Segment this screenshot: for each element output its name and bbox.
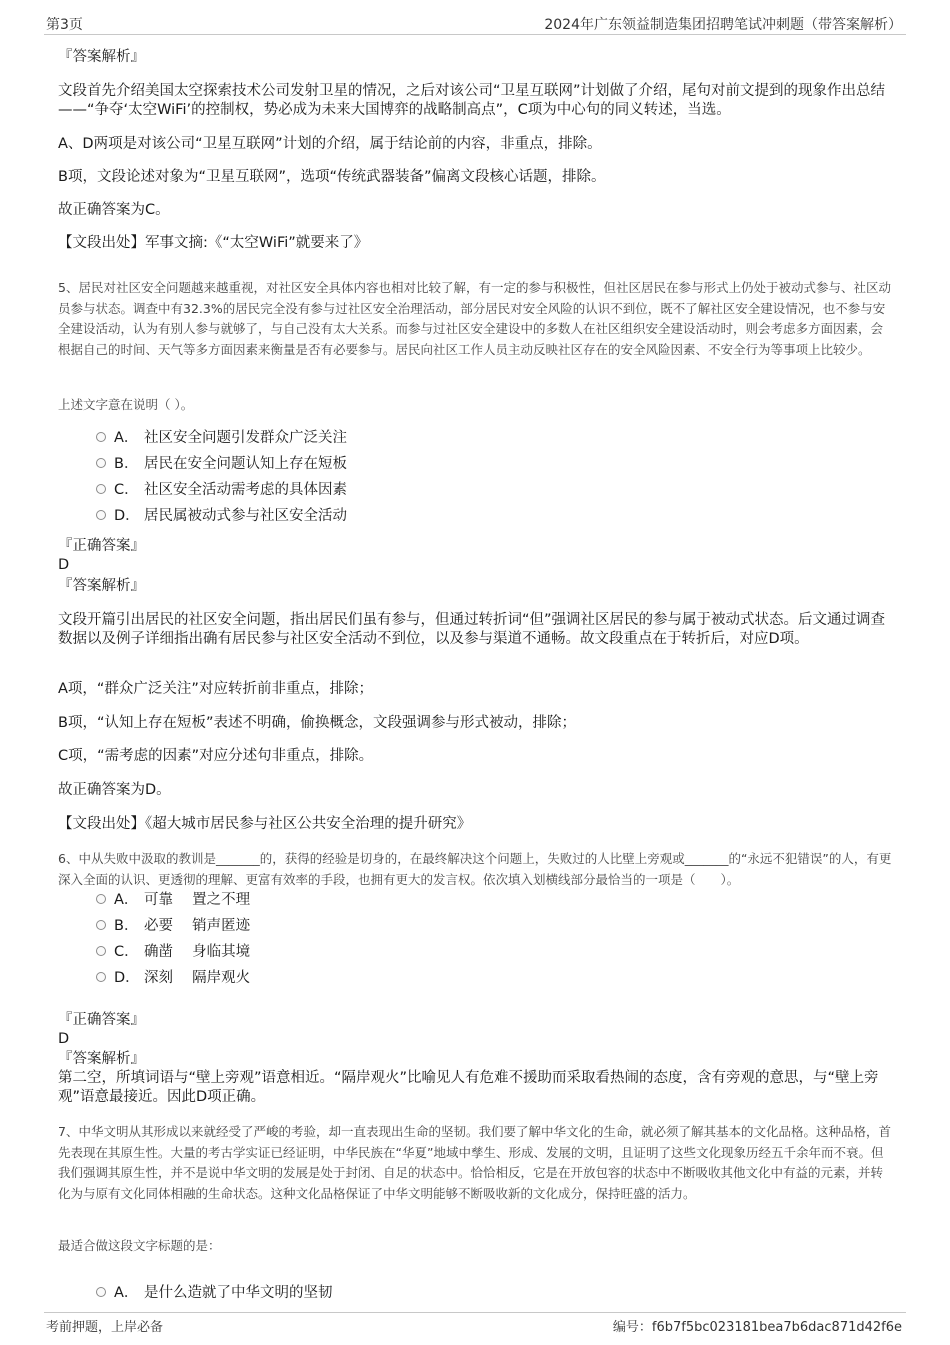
q4-source: 【文段出处】军事文摘:《“太空WiFi”就要来了》 [58, 235, 369, 251]
q7-question: 最适合做这段文字标题的是： [58, 1238, 221, 1253]
q7-passage: 7、中华文明从其形成以来就经受了严峻的考验，却一直表现出生命的坚韧。我们要了解中华文化的生命，就必须了解其基本的文化品格。这种品格，首先表现在其原生性。大量的考古学实证已经证明，中华民族在“华夏”地域中孳生、形成、发展的文明，且证明了这些文化现象历经五千余年而不衰。但我们强调其原生性，并不是说中华文明的发展是处于封闭、自足的状态中。恰恰相反，它是在开放包容的状态中不断吸收其他文化中有益的元素，并转化为与原有文化同体相融的生命状态。这种文化品格保证了中华文明能够不断吸收新的文化成分，保持旺盛的活力。 [58, 1124, 891, 1201]
q5-source: 【文段出处】《超大城市居民参与社区公共安全治理的提升研究》 [58, 816, 472, 832]
radio-icon[interactable] [96, 510, 106, 520]
document-title: 2024年广东领益制造集团招聘笔试冲刺题（带答案解析） [544, 17, 902, 33]
radio-icon[interactable] [96, 894, 106, 904]
radio-icon[interactable] [96, 1287, 106, 1297]
q4-analysis-label: 『答案解析』 [58, 49, 145, 65]
q5-analysis-text: 文段开篇引出居民的社区安全问题，指出居民们虽有参与，但通过转折词“但”强调社区居民的参与属于被动式状态。后文通过调查数据以及例子详细指出确有居民参与社区安全活动不到位，以及参与渠道不通畅。故文段重点在于转折后，对应D项。 [58, 612, 886, 647]
q6-analysis-text: 第二空，所填词语与“壁上旁观”语意相近。“隔岸观火”比喻见人有危难不援助而采取看热闹的态度，含有旁观的意思，与“壁上旁观”语意最接近。因此D项正确。 [58, 1070, 879, 1105]
q6-option-a[interactable]: A． 可靠 置之不理 [96, 889, 250, 911]
q6-option-c[interactable]: C． 确凿 身临其境 [96, 941, 250, 963]
radio-icon[interactable] [96, 920, 106, 930]
q5-question: 上述文字意在说明（ ）。 [58, 397, 194, 412]
q4-conclusion: 故正确答案为C。 [58, 202, 170, 218]
page-header [44, 12, 906, 35]
radio-icon[interactable] [96, 484, 106, 494]
q5-answer: D [58, 557, 70, 573]
q5-note-a: A项，“群众广泛关注”对应转折前非重点，排除； [58, 681, 373, 697]
q6-answer-label: 『正确答案』 [58, 1012, 145, 1028]
q5-option-b[interactable]: B． 居民在安全问题认知上存在短板 [96, 453, 347, 475]
q4-analysis-text: 文段首先介绍美国太空探索技术公司发射卫星的情况，之后对该公司“卫星互联网”计划做了介绍，尾句对前文提到的现象作出总结——“争夺‘太空WiFi’的控制权，势必成为未来大国博弈的战略制高点”，C项为中心句的同义转述，当选。 [58, 83, 886, 118]
radio-icon[interactable] [96, 432, 106, 442]
q5-option-a[interactable]: A． 社区安全问题引发群众广泛关注 [96, 427, 347, 449]
q5-note-b: B项，“认知上存在短板”表述不明确，偷换概念，文段强调参与形式被动，排除； [58, 715, 576, 731]
q5-conclusion: 故正确答案为D。 [58, 782, 171, 798]
q4-note-b: B项，文段论述对象为“卫星互联网”，选项“传统武器装备”偏离文段核心话题，排除。 [58, 169, 606, 185]
q4-note-ad: A、D两项是对该公司“卫星互联网”计划的介绍，属于结论前的内容，非重点，排除。 [58, 136, 602, 152]
q7-option-a[interactable]: A． 是什么造就了中华文明的坚韧 [96, 1282, 333, 1304]
radio-icon[interactable] [96, 458, 106, 468]
radio-icon[interactable] [96, 946, 106, 956]
page-footer [44, 1312, 906, 1335]
q6-answer: D [58, 1031, 70, 1047]
q6-passage: 6、中从失败中汲取的教训是_______的，获得的经验是切身的，在最终解决这个问题上，失败过的人比壁上旁观或_______的“永远不犯错误”的人，有更深入全面的认识、更透彻的理解、更富有效率的手段，也拥有更大的发言权。依次填入划横线部分最恰当的一项是（ ）。 [58, 851, 892, 887]
q5-analysis-label: 『答案解析』 [58, 578, 145, 594]
q5-note-c: C项，“需考虑的因素”对应分述句非重点，排除。 [58, 748, 374, 764]
radio-icon[interactable] [96, 972, 106, 982]
q5-option-c[interactable]: C． 社区安全活动需考虑的具体因素 [96, 479, 347, 501]
q6-analysis-label: 『答案解析』 [58, 1051, 145, 1067]
q5-option-d[interactable]: D． 居民属被动式参与社区安全活动 [96, 505, 347, 527]
page-number: 第3页 [46, 17, 83, 33]
q5-answer-label: 『正确答案』 [58, 538, 145, 554]
q6-option-d[interactable]: D． 深刻 隔岸观火 [96, 967, 250, 989]
document-serial: 编号：f6b7f5bc023181bea7b6dac871d42f6e [612, 1320, 902, 1335]
q6-option-b[interactable]: B． 必要 销声匿迹 [96, 915, 250, 937]
q5-passage: 5、居民对社区安全问题越来越重视，对社区安全具体内容也相对比较了解，有一定的参与积极性，但社区居民在参与形式上仍处于被动式参与、社区动员参与状态。调查中有32.3%的居民完全没有参与过社区安全治理活动，部分居民对安全风险的认识不到位，既不了解社区安全建设情况，也不参与安全建设活动，认为有别人参与就够了，与自己没有太大关系。而参与过社区安全建设中的多数人在社区组织安全建设活动时，则会考虑多方面因素，会根据自己的时间、天气等多方面因素来衡量是否有必要参与。居民向社区工作人员主动反映社区存在的安全风险因素、不安全行为等事项上比较少。 [58, 280, 891, 357]
footer-slogan: 考前押题，上岸必备 [46, 1320, 164, 1335]
